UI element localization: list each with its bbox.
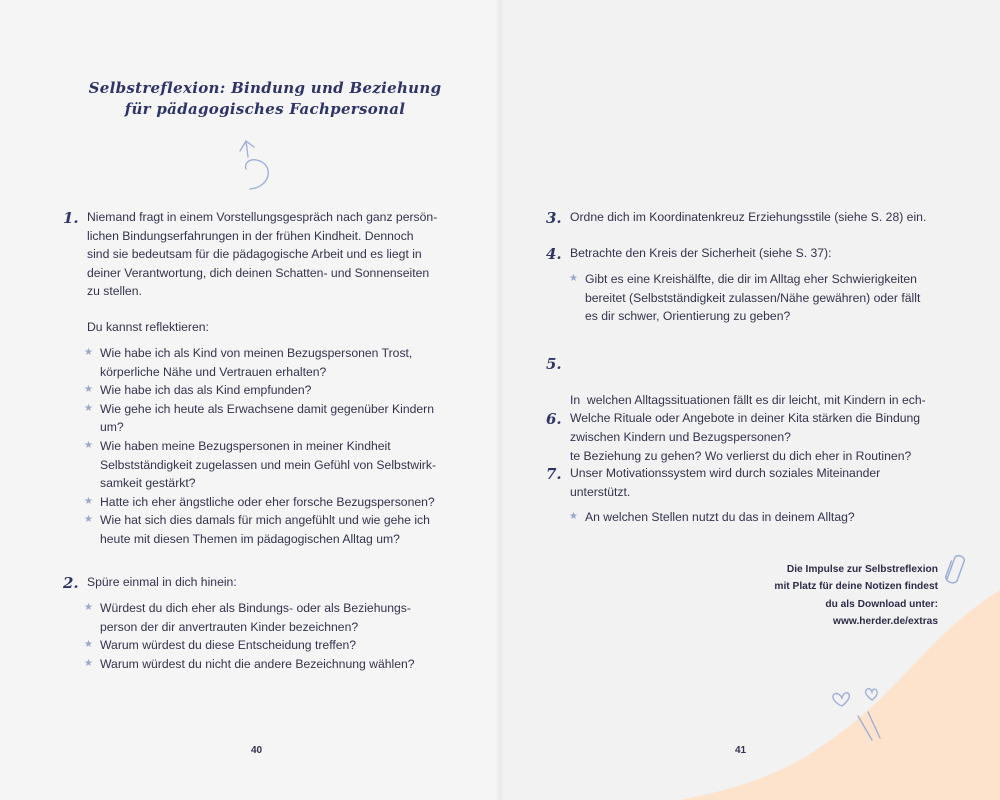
item-3 [570,208,950,227]
item-5-line: te Beziehung zu gehen? Wo verlierst du dich eher in Routinen? [570,448,912,463]
bullet-item [84,655,474,674]
item-6-line: Welche Rituale oder Angebote in deiner Kita stärken die Bindung [570,411,921,425]
star-bullet-icon: ★ [84,384,93,396]
star-bullet-icon: ★ [84,639,93,651]
bullet-line: Wie hat sich dies damals für mich angefühlt und wie gehe ich [100,513,430,528]
item-4 [570,244,950,263]
download-line: du als Download unter: [825,598,938,610]
item-6 [570,409,960,446]
bullet-item [84,636,474,655]
bullet-item [84,400,474,437]
item-6-number: 6. [546,410,562,428]
item-1-line: lichen Bindungserfahrungen in der frühen Kindheit. Dennoch [87,228,414,243]
arrow-doodle-icon [236,137,276,195]
bullet-line: Hatte ich eher ängstliche oder eher forsche Bezugspersonen? [100,494,435,509]
bullet-line: Wie haben meine Bezugspersonen in meiner Kindheit [100,438,391,453]
star-bullet-icon: ★ [84,347,93,358]
bullet-line: körperliche Nähe und Vertrauen erhalten? [100,364,327,379]
bullet-line: um? [100,420,124,435]
item-2-number: 2. [63,574,79,592]
star-bullet-icon: ★ [84,657,93,669]
item-3-line: Ordne dich im Koordinatenkreuz Erziehungsstile (siehe S. 28) ein. [570,210,927,224]
item-1-line: zu stellen. [87,284,142,299]
item-1-intro: Du kannst reflektieren: [87,320,209,334]
star-bullet-icon: ★ [84,602,93,613]
item-2 [87,573,467,592]
download-url[interactable]: www.herder.de/extras [833,616,938,628]
page-title [60,78,470,120]
item-2-line: Spüre einmal in dich hinein: [87,575,237,589]
item-2-bullets [84,599,474,673]
download-line: mit Platz für deine Notizen findest [774,581,938,593]
bullet-line: An welchen Stellen nutzt du das in deinem Alltag? [585,510,855,524]
star-bullet-icon: ★ [84,439,93,451]
bullet-line: Wie habe ich das als Kind empfunden? [100,383,312,398]
star-bullet-icon: ★ [84,514,93,526]
star-bullet-icon: ★ [569,511,578,522]
item-1-line: sind sie bedeutsam für die pädagogische Arbeit und es liegt in [87,247,422,262]
item-7-bullets [569,508,949,527]
bullet-line: bereitet (Selbstständigkeit zulassen/Nähe gewähren) oder fällt [585,290,921,305]
item-6-line: zwischen Kindern und Bezugspersonen? [570,429,791,444]
item-1 [87,208,467,301]
bullet-item [84,599,474,636]
bullet-line: heute mit diesen Themen im pädagogischen Alltag um? [100,531,400,546]
bullet-item [84,344,474,381]
item-7-line: Unser Motivationssystem wird durch soziales Miteinander [570,466,881,480]
bullet-item [84,381,474,400]
bullet-line: Würdest du dich eher als Bindungs- oder als Beziehungs- [100,601,411,615]
download-line: Die Impulse zur Selbstreflexion [786,564,938,575]
bullet-line: es dir schwer, Orientierung zu geben? [585,309,791,324]
star-bullet-icon: ★ [569,273,578,284]
bullet-line: samkeit gestärkt? [100,476,196,491]
item-4-bullets [569,270,949,326]
bullet-item [84,511,474,548]
item-5-line: In welchen Alltagssituationen fällt es dir leicht, mit Kindern in ech- [570,393,926,408]
item-1-line: deiner Verantwortung, dich deinen Schatten- und Sonnenseiten [87,265,430,280]
bullet-item [569,508,949,527]
item-4-line: Betrachte den Kreis der Sicherheit (siehe S. 37): [570,246,832,260]
bullet-line: Selbstständigkeit zugelassen und mein Gefühl von Selbstwirk- [100,457,437,472]
item-1-number: 1. [63,209,79,227]
item-3-number: 3. [546,209,562,227]
hearts-doodle-icon [828,682,892,746]
item-1-bullets [84,344,474,549]
title-line-2: für pädagogisches Fachpersonal [124,100,406,118]
page-number-right: 41 [735,745,747,756]
download-note [678,561,938,631]
item-4-number: 4. [546,245,562,263]
bullet-line: Warum würdest du diese Entscheidung treffen? [100,638,357,653]
title-line-1: Selbstreflexion: Bindung und Beziehung [88,79,442,97]
page-number-left: 40 [251,745,263,756]
item-5-number: 5. [546,355,562,373]
bullet-line: Wie gehe ich heute als Erwachsene damit gegenüber Kindern [100,401,435,416]
star-bullet-icon: ★ [84,402,93,414]
star-bullet-icon: ★ [84,495,93,507]
gutter-shadow [495,0,505,800]
item-7 [570,464,960,501]
bullet-item [84,493,474,512]
item-1-line: Niemand fragt in einem Vorstellungsgespräch nach ganz persön- [87,210,438,224]
bullet-item [569,270,949,326]
bullet-line: Gibt es eine Kreishälfte, die dir im Alltag eher Schwierigkeiten [585,272,917,286]
bullet-line: Wie habe ich als Kind von meinen Bezugspersonen Trost, [100,346,413,360]
bullet-item [84,437,474,493]
item-7-number: 7. [546,465,562,483]
paperclip-icon [945,551,967,587]
bullet-line: Warum würdest du nicht die andere Bezeichnung wählen? [100,656,415,671]
item-7-line: unterstützt. [570,484,631,499]
bullet-line: person der dir anvertrauten Kinder bezeichnen? [100,619,359,634]
